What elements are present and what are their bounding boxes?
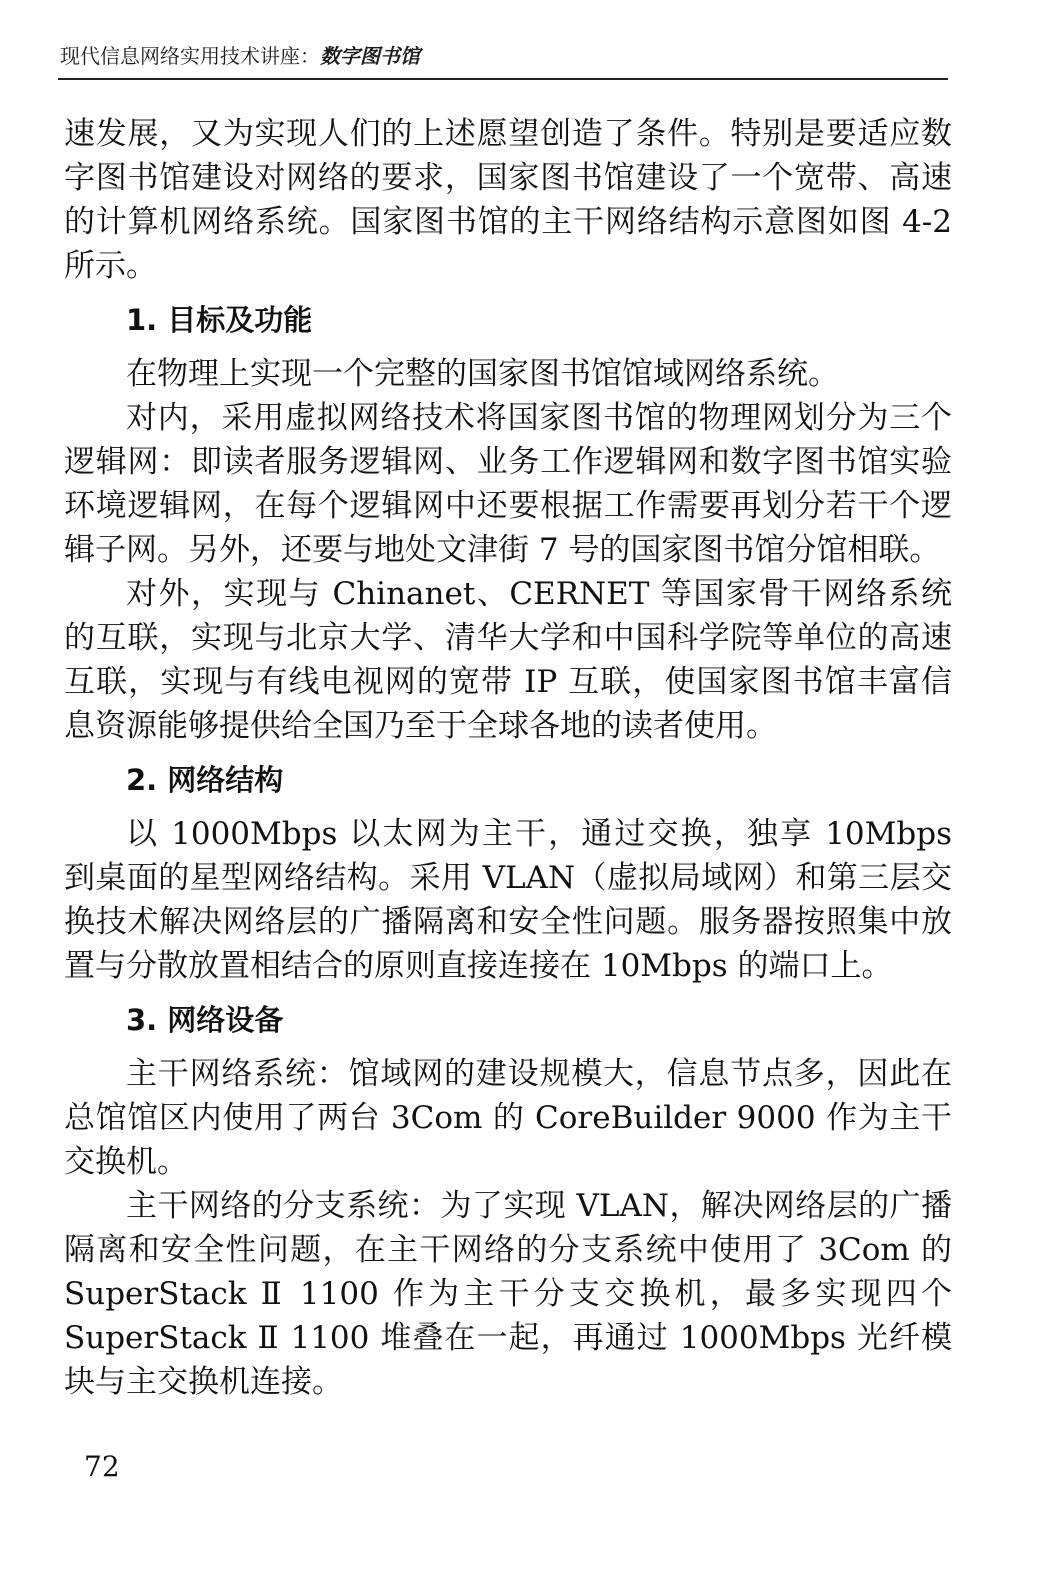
book-subtitle: 数字图书馆 [320, 44, 420, 68]
page-number: 72 [84, 1450, 120, 1483]
header-rule [58, 78, 948, 80]
section-heading-devices: 3. 网络设备 [126, 1003, 284, 1037]
paragraph-continuation: 速发展，又为实现人们的上述愿望创造了条件。特别是要适应数字图书馆建设对网络的要求，国家图书馆建设了一个宽带、高速的计算机网络系统。国家图书馆的主干网络结构示意图如图 4-2 所示。 [64, 116, 952, 284]
paragraph-structure: 以 1000Mbps 以太网为主干，通过交换，独享 10Mbps 到桌面的星型网络结构。采用 VLAN（虚拟局域网）和第三层交换技术解决网络层的广播隔离和安全性问题。服务器按照集中放置与分散放置相结合的原则直接连接在 10Mbps 的端口上。 [64, 816, 952, 984]
series-title: 现代信息网络实用技术讲座： [60, 44, 320, 68]
running-header [60, 40, 420, 69]
section-heading-goals: 1. 目标及功能 [126, 303, 313, 337]
section-heading-structure: 2. 网络结构 [126, 763, 284, 797]
paragraph-branch: 主干网络的分支系统：为了实现 VLAN，解决网络层的广播隔离和安全性问题，在主干网络的分支系统中使用了 3Com 的 SuperStack Ⅱ 1100 作为主干分支交换机，最多实现四个 SuperStack Ⅱ 1100 堆叠在一起，再通过 1000Mbps 光纤模块与主交换机连接。 [64, 1188, 952, 1400]
page-body [64, 112, 952, 1404]
paragraph-external: 对外，实现与 Chinanet、CERNET 等国家骨干网络系统的互联，实现与北京大学、清华大学和中国科学院等单位的高速互联，实现与有线电视网的宽带 IP 互联，使国家图书馆丰富信息资源能够提供给全国乃至于全球各地的读者使用。 [64, 576, 952, 744]
paragraph-backbone: 主干网络系统：馆域网的建设规模大，信息节点多，因此在总馆馆区内使用了两台 3Com 的 CoreBuilder 9000 作为主干交换机。 [64, 1056, 952, 1180]
paragraph-goal-physical: 在物理上实现一个完整的国家图书馆馆域网络系统。 [126, 356, 839, 392]
paragraph-internal: 对内，采用虚拟网络技术将国家图书馆的物理网划分为三个逻辑网：即读者服务逻辑网、业务工作逻辑网和数字图书馆实验环境逻辑网，在每个逻辑网中还要根据工作需要再划分若干个逻辑子网。另外，还要与地处文津街 7 号的国家图书馆分馆相联。 [64, 400, 952, 568]
